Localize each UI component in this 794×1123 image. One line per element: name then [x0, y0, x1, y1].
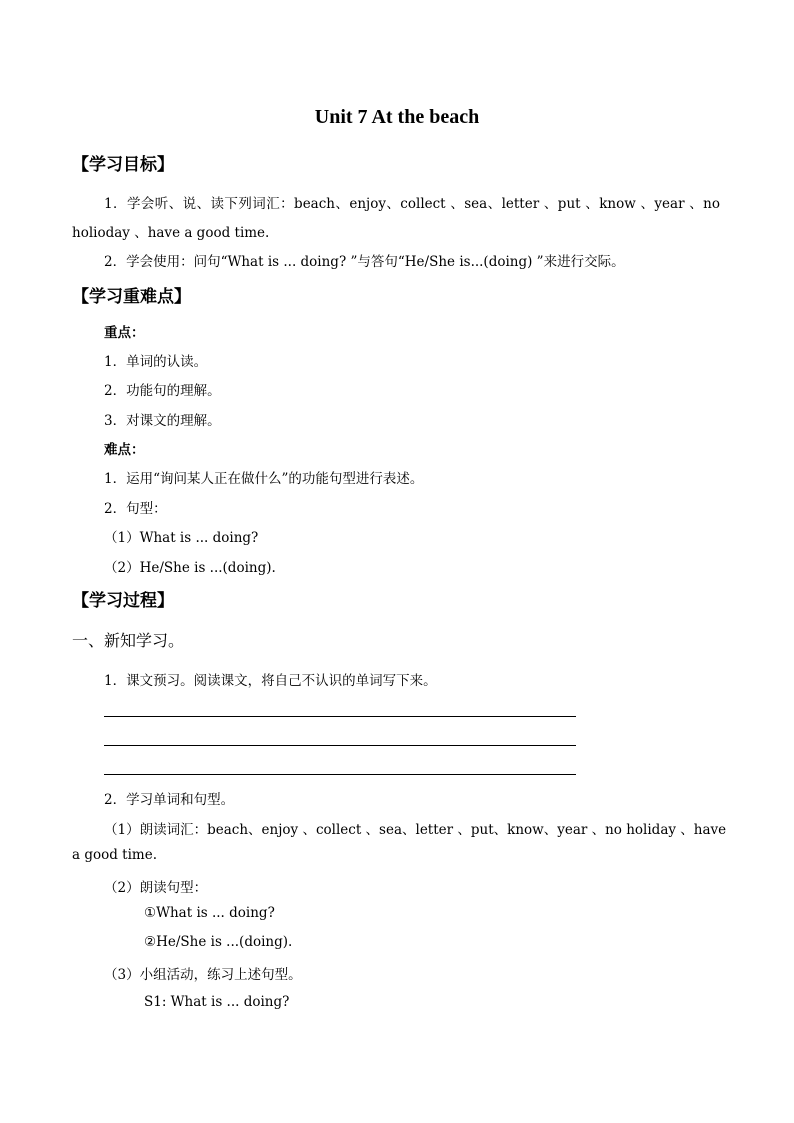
step-2b-1: ①What is ... doing?	[144, 905, 275, 921]
section-heading-process: 【学习过程】	[72, 591, 174, 611]
difficulty-2a: （1）What is ... doing?	[104, 530, 259, 546]
step-2b-2: ②He/She is ...(doing).	[144, 934, 293, 950]
goal-2: 2．学会使用：问句“What is ... doing? ”与答句“He/She is...(doing) ”来进行交际。	[104, 254, 625, 270]
key-point-3: 3．对课文的理解。	[104, 413, 221, 429]
step-2a-line-2: a good time.	[72, 847, 157, 863]
page-title: Unit 7 At the beach	[314, 106, 480, 128]
step-2: 2．学习单词和句型。	[104, 792, 235, 808]
difficulty-2b: （2）He/She is ...(doing).	[104, 560, 276, 576]
goal-1-line-2: holioday 、have a good time.	[72, 225, 270, 241]
key-point-1: 1．单词的认读。	[104, 354, 208, 370]
key-label: 重点：	[104, 325, 145, 341]
section-heading-key-points: 【学习重难点】	[72, 287, 191, 307]
answer-line-3[interactable]	[104, 774, 576, 775]
part-1-heading: 一、新知学习。	[72, 631, 185, 650]
answer-line-2[interactable]	[104, 745, 576, 746]
step-2c-s1: S1: What is ... doing?	[144, 994, 290, 1010]
step-2c: （3）小组活动，练习上述句型。	[104, 967, 302, 983]
difficulty-2: 2．句型：	[104, 501, 167, 517]
difficulty-1: 1．运用“询问某人正在做什么”的功能句型进行表述。	[104, 471, 424, 487]
answer-line-1[interactable]	[104, 716, 576, 717]
key-point-2: 2．功能句的理解。	[104, 383, 221, 399]
section-heading-goals: 【学习目标】	[72, 155, 174, 175]
step-2b: （2）朗读句型：	[104, 880, 208, 896]
difficulty-label: 难点：	[104, 442, 145, 458]
goal-1-line-1: 1．学会听、说、读下列词汇：beach、enjoy、collect 、sea、letter 、put 、know 、year 、no	[104, 196, 720, 212]
step-1: 1．课文预习。阅读课文，将自己不认识的单词写下来。	[104, 673, 437, 689]
step-2a-line-1: （1）朗读词汇：beach、enjoy 、collect 、sea、letter 、put、know、year 、no holiday 、have	[104, 822, 727, 838]
